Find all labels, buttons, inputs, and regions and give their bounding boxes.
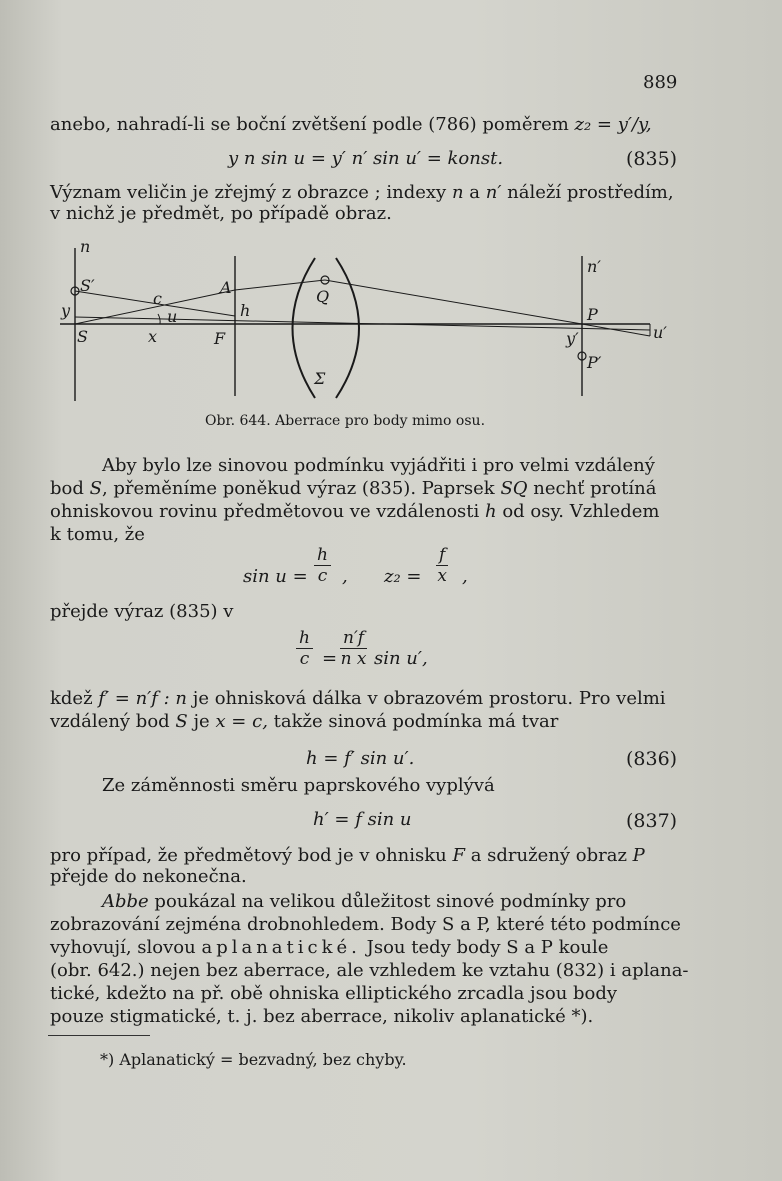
text: , přeměníme poněkud výraz (835). Paprsek: [101, 478, 501, 499]
footnote: *) Aplanatický = bezvadný, bez chyby.: [100, 1050, 407, 1069]
fraction-nf-over-nx: [340, 628, 367, 669]
fraction-f-over-x: [436, 545, 448, 586]
paragraph-1-line-2: [50, 182, 674, 204]
paragraph-2-line-3: [50, 501, 659, 523]
lens-right-surface: [336, 258, 359, 398]
text: bod: [50, 478, 90, 499]
denominator: n x: [340, 649, 367, 669]
author-name: Abbe: [102, 891, 149, 912]
label-p-prime: P′: [587, 353, 602, 372]
label-p: P: [587, 305, 598, 324]
label-y: y: [61, 301, 71, 320]
paragraph-5-line-6: pouze stigmatické, t. j. bez aberrace, nikoliv aplanatické *).: [50, 1006, 594, 1027]
label-s-prime: S′: [80, 276, 95, 295]
text: takže sinová podmínka má tvar: [267, 711, 559, 732]
text: náleží prostředím,: [501, 182, 674, 203]
paragraph-2-line-1: Aby bylo lze sinovou podmínku vyjádřiti i pro velmi vzdálený: [102, 455, 655, 476]
math-inline: P: [632, 845, 645, 866]
label-s: S: [77, 327, 88, 346]
label-h: h: [240, 301, 251, 320]
footnote-rule: [48, 1035, 150, 1036]
math-inline: z₂ = y′/y,: [574, 114, 652, 135]
equation-number-837: (837): [626, 810, 678, 832]
sin-u-prime: sin u′,: [374, 648, 428, 669]
paragraph-5-line-1: [102, 891, 626, 913]
paragraph-2-line-4: k tomu, že: [50, 524, 145, 545]
denominator: c: [299, 649, 310, 669]
equation-837: h′ = f sin u: [313, 809, 412, 830]
label-f: F: [214, 329, 226, 348]
paragraph-4-line-2: přejde do nekonečna.: [50, 866, 247, 887]
paragraph-5-line-2: zobrazování zejména drobnohledem. Body S a P, které této podmínce: [50, 914, 681, 935]
text: anebo, nahradí-li se boční zvětšení podle (786) poměrem: [50, 114, 575, 135]
label-y-prime: y′: [566, 329, 579, 348]
formula-z2: z₂ =: [384, 566, 422, 587]
equation-836: h = f′ sin u′.: [306, 748, 415, 769]
text: pro případ, že předmětový bod je v ohnisku: [50, 845, 453, 866]
paragraph-2-line-2: [50, 478, 656, 500]
label-u: u: [167, 307, 178, 326]
text: Význam veličin je zřejmý z obrazce ; indexy: [50, 182, 452, 203]
text: je: [187, 711, 216, 732]
text: ohniskovou rovinu předmětovou ve vzdálenosti: [50, 501, 486, 522]
math-inline: S: [89, 478, 102, 499]
label-x: x: [148, 327, 158, 346]
ray-to-q: [235, 280, 325, 290]
label-sigma: Σ: [314, 369, 326, 388]
label-n: n: [80, 237, 91, 256]
paragraph-1-line-1: [50, 114, 652, 136]
paragraph-5-line-4: (obr. 642.) nejen bez aberrace, ale vzhledem ke vztahu (832) i aplana-: [50, 960, 689, 981]
figure-caption: Obr. 644. Aberrace pro body mimo osu.: [205, 413, 486, 429]
paragraph-4-line-1: [50, 845, 645, 867]
equation-number-836: (836): [626, 748, 678, 770]
paragraph-5-line-3: [50, 937, 608, 959]
text: a: [463, 182, 486, 203]
paragraph-3-line-1: [50, 688, 666, 710]
line-ze-zamennosti: Ze záměnnosti směru paprskového vyplývá: [102, 775, 495, 796]
paragraph-5-line-5: tické, kdežto na př. obě ohniska elliptického zrcadla jsou body: [50, 983, 618, 1004]
numerator: f: [436, 545, 448, 566]
equation-number-835: (835): [626, 148, 678, 170]
math-inline: h: [485, 501, 497, 522]
line-prejde: přejde výraz (835) v: [50, 601, 234, 622]
numerator: h: [314, 545, 331, 566]
equation-835: y n sin u = y′ n′ sin u′ = konst.: [228, 148, 504, 169]
label-n-prime: n′: [587, 257, 601, 276]
lens-left-surface: [293, 258, 316, 398]
spaced-term: aplanatické.: [201, 937, 361, 958]
fraction-h-over-c-2: [296, 628, 313, 669]
optics-diagram: [0, 236, 782, 416]
math-inline: f′ = n′f : n: [98, 688, 188, 709]
page-number: 889: [643, 72, 678, 93]
paragraph-3-line-2: [50, 711, 558, 733]
math-inline: n′: [485, 182, 502, 203]
label-a: A: [220, 278, 232, 297]
label-q: Q: [316, 287, 330, 306]
equals-sign: =: [322, 648, 338, 669]
comma: ,: [462, 566, 468, 587]
denominator: x: [437, 566, 447, 586]
text: a sdružený obraz: [465, 845, 633, 866]
math-inline: SQ: [500, 478, 528, 499]
math-inline: n: [451, 182, 464, 203]
text: poukázal na velikou důležitost sinové podmínky pro: [148, 891, 627, 912]
text: Jsou tedy body S a P koule: [360, 937, 609, 958]
math-inline: x = c,: [215, 711, 268, 732]
ray-to-p: [325, 280, 582, 324]
text: kdež: [50, 688, 99, 709]
text: vzdálený bod: [50, 711, 176, 732]
math-inline: S: [175, 711, 188, 732]
label-c: c: [153, 289, 162, 308]
label-u-prime: u′: [653, 323, 667, 342]
text: od osy. Vzhledem: [496, 501, 660, 522]
text: vyhovují, slovou: [50, 937, 202, 958]
numerator: h: [296, 628, 313, 649]
math-inline: F: [452, 845, 465, 866]
denominator: c: [317, 566, 328, 586]
numerator: n′f: [340, 628, 367, 649]
text: nechť protíná: [527, 478, 657, 499]
fraction-h-over-c: [314, 545, 331, 586]
comma: ,: [342, 566, 348, 587]
formula-sin-u: sin u =: [243, 566, 308, 587]
paragraph-1-line-3: v nichž je předmět, po případě obraz.: [50, 203, 392, 224]
text: je ohnisková dálka v obrazovém prostoru. Pro velmi: [187, 688, 666, 709]
